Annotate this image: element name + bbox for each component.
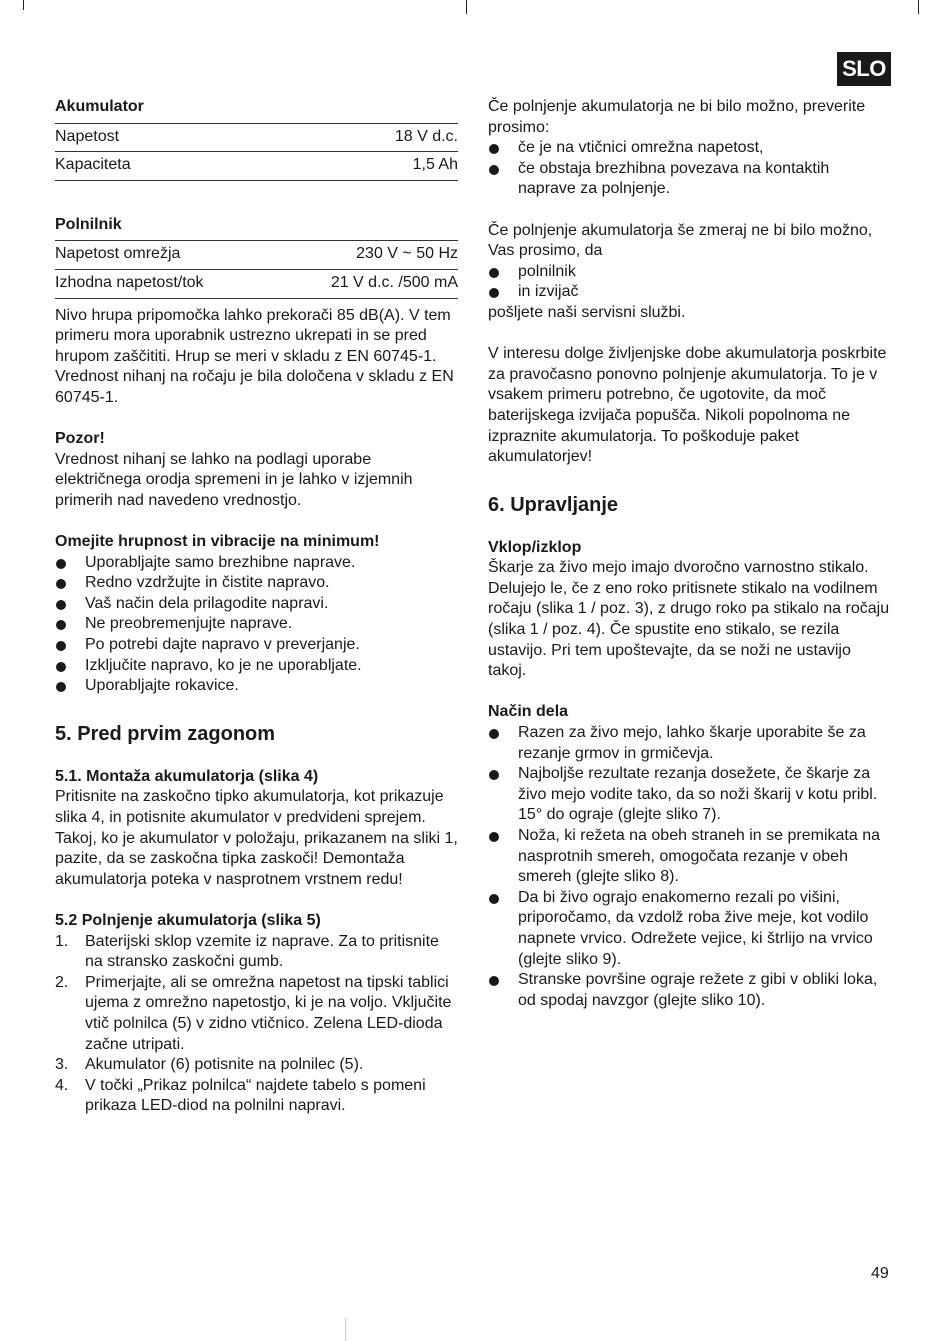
spec-value: 21 V d.c. /500 mA bbox=[272, 269, 458, 298]
caution-heading: Pozor! bbox=[55, 430, 105, 448]
service-list bbox=[488, 262, 890, 303]
spec-label: Kapaciteta bbox=[55, 152, 275, 181]
list-item-text: Ne preobremenjujte naprave. bbox=[85, 615, 293, 633]
list-item-text: Vaš način dela prilagodite napravi. bbox=[85, 594, 329, 612]
battery-lifetime-paragraph: V interesu dolge življenjske dobe akumulatorja poskrbite za pravočasno ponovno polnjenje akumulatorja. To je v vsakem primeru potrebno, če ugotovite, da moč baterijskega izvijača popušča. Nikoli popolnoma ne izpraznite akumulatorja. To poškoduje paket akumulatorjev! bbox=[488, 345, 887, 466]
list-item-text: če obstaja brezhibna povezava na kontaktih naprave za polnjenje. bbox=[518, 159, 830, 198]
bullet-icon bbox=[56, 641, 66, 651]
step-text: Akumulator (6) potisnite na polnilec (5). bbox=[85, 1056, 364, 1074]
work-method-heading: Način dela bbox=[488, 703, 569, 721]
crop-mark-center bbox=[466, 0, 467, 14]
on-off-paragraph: Škarje za živo mejo imajo dvoročno varnostno stikalo. Delujejo le, če z eno roko pritisnete stikalo na vodilnem ročaju (slika 1 / poz. 3), z drugo roko pa stikalo na ročaju (slika 1 / poz. 4). Če spustite eno stikalo, se rezila ustavijo. Pri tem upoštevajte, da se noži ne ustavijo takoj. bbox=[488, 559, 890, 680]
list-item-text: Uporabljajte rokavice. bbox=[85, 677, 239, 695]
left-column bbox=[55, 97, 459, 1138]
spec-label: Izhodna napetost/tok bbox=[55, 269, 272, 298]
bullet-icon bbox=[56, 662, 66, 672]
step-text: Primerjajte, ali se omrežna napetost na tipski tablici ujema z omrežno napetostjo, ki je na voljo. Vključite vtič polnilca (5) v zidno vtičnico. Zelena LED-dioda začne utripati. bbox=[85, 973, 452, 1053]
bullet-icon bbox=[56, 620, 66, 630]
bullet-icon bbox=[56, 600, 66, 610]
spec-label: Napetost omrežja bbox=[55, 241, 272, 270]
list-item-text: Po potrebi dajte napravo v preverjanje. bbox=[85, 636, 360, 654]
bullet-icon bbox=[489, 729, 499, 739]
step-number: 3. bbox=[55, 1056, 69, 1074]
bullet-icon bbox=[489, 144, 499, 154]
bullet-icon bbox=[56, 559, 66, 569]
list-item bbox=[55, 635, 459, 656]
page-number: 49 bbox=[871, 1265, 889, 1282]
list-item bbox=[488, 723, 890, 764]
charger-spec-table bbox=[55, 240, 458, 298]
list-item bbox=[55, 553, 459, 574]
section-5-2-heading: 5.2 Polnjenje akumulatorja (slika 5) bbox=[55, 912, 321, 929]
step-number: 1. bbox=[55, 932, 69, 950]
battery-table-title: Akumulator bbox=[55, 98, 144, 115]
section-5-1-heading: 5.1. Montaža akumulatorja (slika 4) bbox=[55, 767, 319, 785]
check-intro: Če polnjenje akumulatorja ne bi bilo možno, preverite prosimo: bbox=[488, 98, 866, 136]
check-list bbox=[488, 138, 890, 200]
list-item bbox=[55, 1055, 459, 1076]
bullet-icon bbox=[489, 894, 499, 904]
list-item bbox=[488, 159, 890, 200]
minimize-list bbox=[55, 553, 459, 697]
list-item bbox=[488, 764, 890, 826]
bullet-icon bbox=[489, 165, 499, 175]
language-badge: SLO bbox=[837, 52, 891, 86]
table-row bbox=[55, 241, 458, 270]
list-item-text: Redno vzdržujte in čistite napravo. bbox=[85, 574, 330, 592]
list-item-text: Razen za živo mejo, lahko škarje uporabite še za rezanje grmov in grmičevja. bbox=[518, 724, 866, 762]
bullet-icon bbox=[489, 288, 499, 298]
list-item bbox=[55, 932, 459, 973]
bullet-icon bbox=[489, 268, 499, 278]
list-item bbox=[55, 1076, 459, 1117]
step-number: 4. bbox=[55, 1076, 69, 1094]
table-row bbox=[55, 152, 458, 181]
section-5-heading: 5. Pred prvim zagonom bbox=[55, 722, 276, 745]
minimize-heading: Omejite hrupnost in vibracije na minimum! bbox=[55, 533, 380, 551]
section-6-heading: 6. Upravljanje bbox=[488, 493, 619, 516]
list-item-text: Noža, ki režeta na obeh straneh in se premikata na nasprotnih smereh, omogočata rezanje v obeh smereh (glejte sliko 8). bbox=[518, 827, 880, 886]
bullet-icon bbox=[56, 682, 66, 692]
bullet-icon bbox=[489, 976, 499, 986]
list-item bbox=[488, 262, 890, 283]
step-text: Baterijski sklop vzemite iz naprave. Za to pritisnite na stransko zaskočni gumb. bbox=[85, 932, 439, 971]
caution-paragraph: Vrednost nihanj se lahko na podlagi uporabe električnega orodja spremeni in je lahko v izjemnih primerih nad navedeno vrednostjo. bbox=[55, 450, 413, 509]
bullet-icon bbox=[489, 770, 499, 780]
work-method-list bbox=[488, 723, 890, 1011]
noise-paragraph: Nivo hrupa pripomočka lahko prekorači 85 dB(A). V tem primeru mora uporabnik ustrezno ukrepati in se pred hrupom zaščititi. Hrup se meri v skladu z EN 60745-1. Vrednost nihanj na ročaju je bila določena v skladu z EN 60745-1. bbox=[55, 306, 454, 406]
crop-mark-right bbox=[918, 0, 919, 14]
step-text: V točki „Prikaz polnilca“ najdete tabelo s pomeni prikaza LED-diod na polnilni napravi. bbox=[85, 1076, 426, 1115]
list-item-text: polnilnik bbox=[518, 262, 576, 280]
spec-value: 18 V d.c. bbox=[275, 123, 458, 152]
list-item-text: Uporabljajte samo brezhibne naprave. bbox=[85, 553, 356, 571]
spec-label: Napetost bbox=[55, 123, 275, 152]
table-row bbox=[55, 269, 458, 298]
on-off-heading: Vklop/izklop bbox=[488, 538, 582, 556]
list-item bbox=[55, 594, 459, 615]
charging-steps-list bbox=[55, 932, 459, 1117]
list-item-text: Stranske površine ograje režete z gibi v obliki loka, od spodaj navzgor (glejte sliko 10). bbox=[518, 971, 878, 1009]
list-item-text: Da bi živo ograjo enakomerno rezali po višini, priporočamo, da vzdolž roba žive meje, kot vodilo napnete vrvico. Odrežete vejice, ki štrlijo na vrvico (glejte sliko 9). bbox=[518, 888, 873, 968]
table-row bbox=[55, 123, 458, 152]
list-item bbox=[488, 138, 890, 159]
bullet-icon bbox=[489, 832, 499, 842]
section-5-1-paragraph: Pritisnite na zaskočno tipko akumulatorja, kot prikazuje slika 4, in potisnite akumulator v predvideni sprejem. Takoj, ko je akumulator v položaju, prikazanem na sliki 1, pazite, da se zaskočna tipka zaskoči! Demontaža akumulatorja poteka v nasprotnem vrstnem redu! bbox=[55, 788, 458, 888]
list-item bbox=[55, 573, 459, 594]
charger-table-title: Polnilnik bbox=[55, 215, 122, 233]
list-item bbox=[488, 826, 890, 888]
spec-value: 1,5 Ah bbox=[275, 152, 458, 181]
bullet-icon bbox=[56, 579, 66, 589]
list-item-text: če je na vtičnici omrežna napetost, bbox=[518, 139, 764, 157]
list-item bbox=[488, 970, 890, 1011]
right-column bbox=[488, 97, 890, 1032]
list-item bbox=[55, 676, 459, 697]
service-intro: Če polnjenje akumulatorja še zmeraj ne bi bilo možno, Vas prosimo, da bbox=[488, 221, 873, 260]
crop-mark-bottom bbox=[345, 1318, 346, 1341]
list-item-text: Izključite napravo, ko je ne uporabljate. bbox=[85, 656, 362, 674]
list-item bbox=[488, 888, 890, 970]
list-item-text: Najboljše rezultate rezanja dosežete, če škarje za živo mejo vodite tako, da so noži škarij v kotu pribl. 15° do ograje (glejte sliko 7). bbox=[518, 765, 878, 824]
battery-spec-table bbox=[55, 123, 458, 181]
list-item-text: in izvijač bbox=[518, 283, 579, 301]
spec-value: 230 V ~ 50 Hz bbox=[272, 241, 458, 270]
service-outro: pošljete naši servisni službi. bbox=[488, 303, 686, 321]
list-item bbox=[55, 656, 459, 677]
list-item bbox=[488, 282, 890, 303]
crop-mark-left bbox=[23, 0, 24, 10]
list-item bbox=[55, 614, 459, 635]
step-number: 2. bbox=[55, 973, 69, 991]
list-item bbox=[55, 973, 459, 1055]
